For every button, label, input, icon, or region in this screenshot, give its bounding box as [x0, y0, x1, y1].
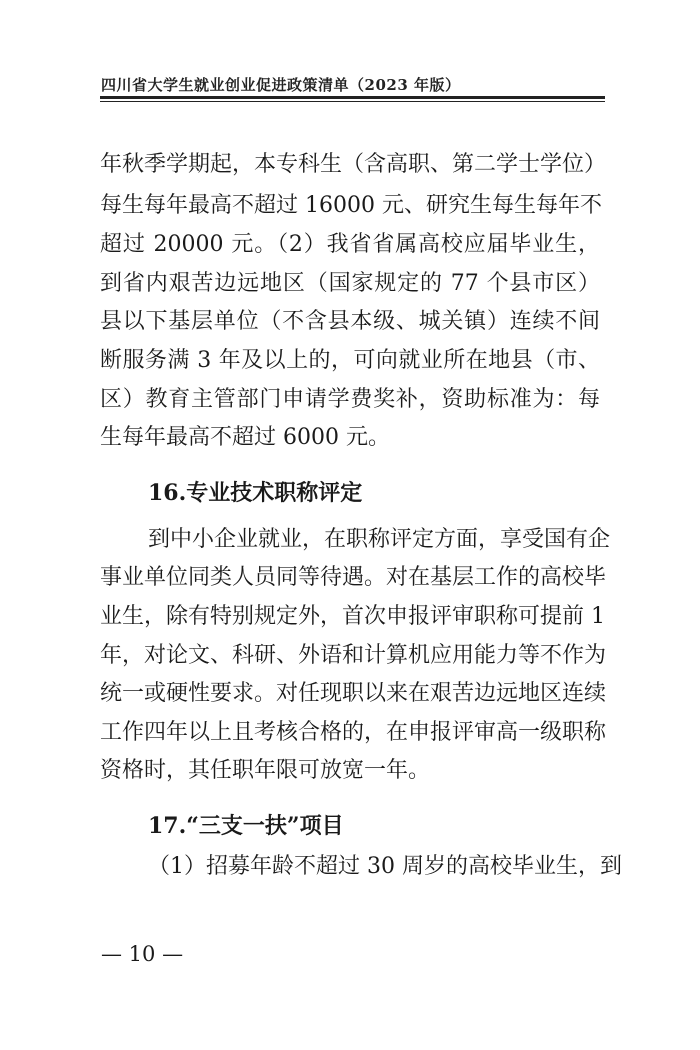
text-line: 业生，除有特别规定外，首次申报评审职称可提前 1 [100, 604, 605, 629]
text-line: 断服务满 3 年及以上的，可向就业所在地县（市、 [100, 348, 600, 373]
text-line: 到中小企业就业，在职称评定方面，享受国有企 [148, 527, 611, 552]
text-line: 到省内艰苦边远地区（国家规定的 77 个县市区） [100, 271, 600, 296]
text-line: 生每年最高不超过 6000 元。 [100, 425, 390, 450]
text-line: 区）教育主管部门申请学费奖补，资助标准为：每 [100, 387, 600, 412]
page-number: — 10 — [101, 942, 184, 966]
text-line: 县以下基层单位（不含县本级、城关镇）连续不间 [100, 309, 600, 334]
text-line: 年秋季学期起，本专科生（含高职、第二学士学位） [100, 152, 607, 177]
text-line: 资格时，其任职年限可放宽一年。 [100, 758, 431, 783]
text-line: 工作四年以上且考核合格的，在申报评审高一级职称 [100, 720, 607, 745]
text-line: 统一或硬性要求。对任现职以来在艰苦边远地区连续 [100, 681, 607, 706]
header-rule-thick [100, 96, 605, 99]
section-heading: 16.专业技术职称评定 [148, 480, 363, 506]
text-line: （1）招募年龄不超过 30 周岁的高校毕业生，到 [148, 854, 622, 879]
text-line: 超过 20000 元。（2）我省省属高校应届毕业生， [100, 232, 600, 257]
text-line: 事业单位同类人员同等待遇。对在基层工作的高校毕 [100, 565, 607, 590]
text-line: 每生每年最高不超过 16000 元、研究生每生每年不 [100, 193, 602, 218]
text-line: 年，对论文、科研、外语和计算机应用能力等不作为 [100, 643, 607, 668]
section-heading: 17.“三支一扶”项目 [148, 813, 344, 839]
header-rule-thin [100, 101, 605, 102]
page-header-title: 四川省大学生就业创业促进政策清单（2023 年版） [101, 76, 461, 94]
